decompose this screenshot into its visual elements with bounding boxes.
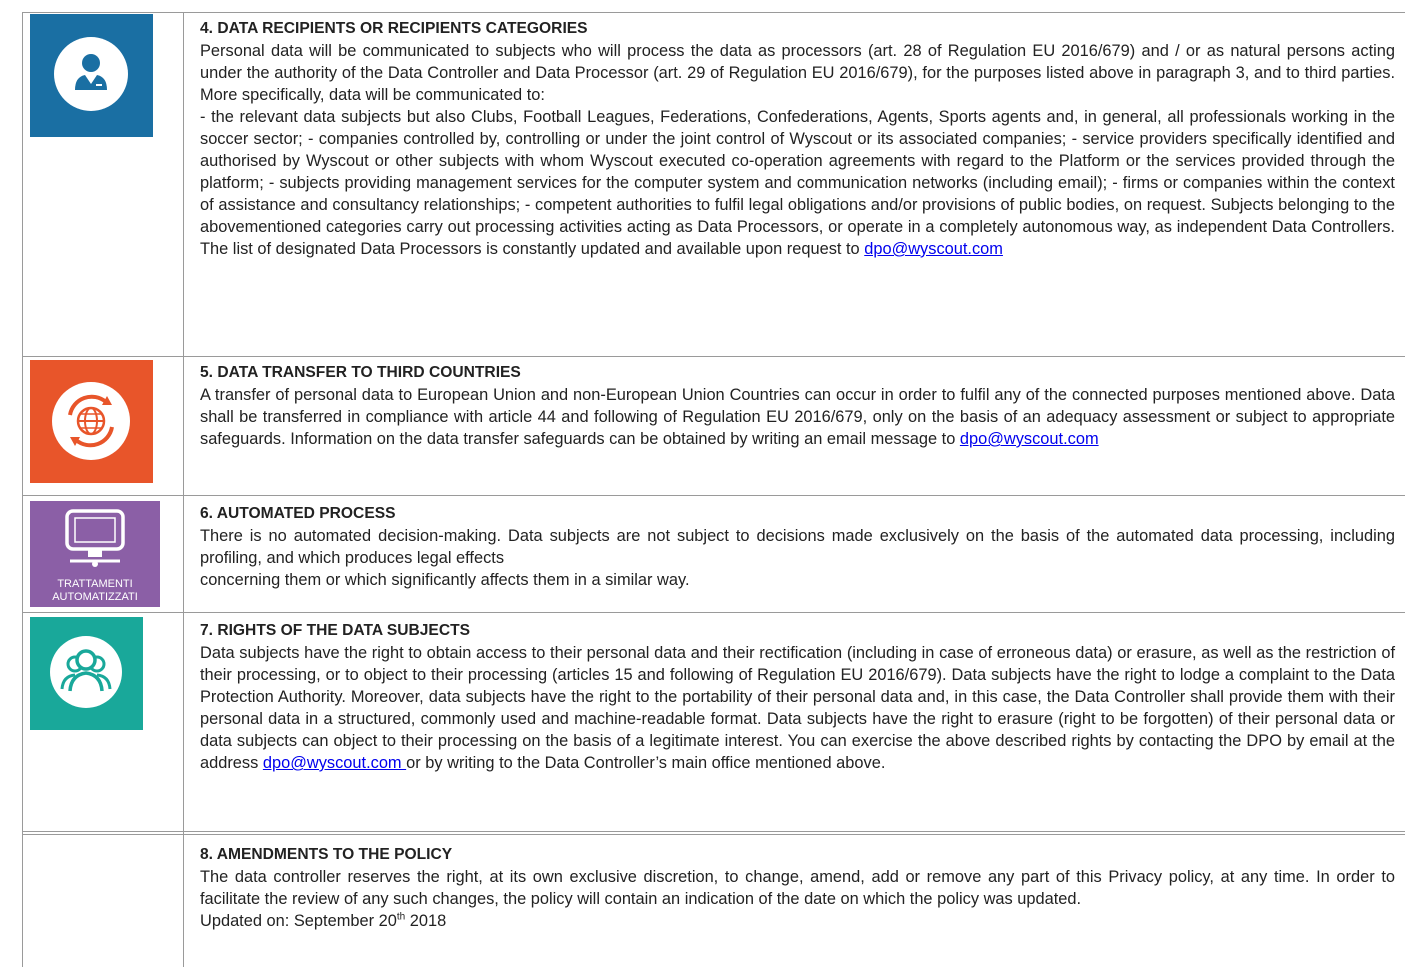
row-divider (22, 834, 1405, 835)
section-paragraph (200, 642, 1395, 774)
row-divider (22, 831, 1405, 832)
row-divider (22, 12, 1405, 13)
section-paragraph (200, 384, 1395, 450)
section-heading: 6. AUTOMATED PROCESS (200, 505, 396, 522)
section-paragraph (200, 106, 1395, 260)
updated-date (200, 910, 1395, 932)
left-border (22, 12, 23, 967)
dpo-email-link[interactable]: dpo@wyscout.com (864, 240, 1003, 258)
globe-transfer-icon (30, 360, 153, 483)
person-icon (30, 14, 153, 137)
icon-label: TRATTAMENTI (57, 578, 133, 590)
row-divider (22, 612, 1405, 613)
updated-date-suffix: th (396, 911, 406, 923)
section-data-transfer (22, 356, 1405, 493)
dpo-email-link[interactable]: dpo@wyscout.com (959, 430, 1099, 448)
section-data-recipients (22, 12, 1405, 355)
section-amendments (22, 834, 1405, 967)
section-paragraph: Personal data will be communicated to subjects who will process the data as processors (art. 28 of Regulation EU 2016/679) and / or as natural persons acting under the authority of the Data Controller and Data Processor (art. 29 of Regulation EU 2016/679), for the purposes listed above in paragraph 3, and to third parties. More specifically, data will be communicated to: (200, 42, 1395, 104)
section-rights (22, 612, 1405, 832)
section-heading: 8. AMENDMENTS TO THE POLICY (200, 846, 453, 863)
row-divider (22, 495, 1405, 496)
users-group-icon (30, 617, 143, 730)
section-text: A transfer of personal data to European Union and non-European Union Countries can occur in order to fulfil any of the connected purposes mentioned above. Data shall be transferred in compliance with article 44 and following of Regulation EU 2016/679, only on the basis of an adequacy assessment or subject to appropriate safeguards. Information on the data transfer safeguards can be obtained by writing an email message to (200, 386, 1395, 448)
computer-monitor-icon (30, 501, 160, 607)
section-text: - the relevant data subjects but also Clubs, Football Leagues, Federations, Confederations, Agents, Sports agents and, in general, all professionals working in the soccer sector; - companies controlled by, controlling or under the joint control of Wyscout or its associated companies; - service providers specifically identified and authorised by Wyscout or other subjects with whom Wyscout executed co-operation agreements with regard to the Platform or the services provided through the platform; - subjects providing management services for the computer system and communication networks (including email); - firms or companies within the context of assistance and consultancy relationships; - competent authorities to fulfil legal obligations and/or provisions of public bodies, on request. Subjects belonging to the abovementioned categories carry out processing activities acting as Data Processors, or operate in a completely autonomous way, as independent Data Controllers. The list of designated Data Processors is constantly updated and available upon request to (200, 108, 1395, 258)
section-paragraph: The data controller reserves the right, at its own exclusive discretion, to change, amend, add or remove any part of this Privacy policy, at any time. In order to facilitate the review of any such changes, the policy will contain an indication of the date on which the policy was updated. (200, 868, 1395, 908)
section-heading: 5. DATA TRANSFER TO THIRD COUNTRIES (200, 364, 521, 381)
updated-date-text: Updated on: September 20 (200, 912, 397, 930)
dpo-email-link[interactable]: dpo@wyscout.com (262, 754, 407, 772)
section-paragraph: There is no automated decision-making. Data subjects are not subject to decisions made exclusively on the basis of the automated data processing, including profiling, and which produces legal effects (200, 527, 1395, 567)
section-paragraph: concerning them or which significantly affects them in a similar way. (200, 571, 690, 589)
section-heading: 4. DATA RECIPIENTS OR RECIPIENTS CATEGORIES (200, 20, 588, 37)
icon-label: AUTOMATIZZATI (52, 591, 138, 603)
updated-date-year: 2018 (405, 912, 447, 930)
section-text: or by writing to the Data Controller’s main office mentioned above. (406, 754, 886, 772)
section-heading: 7. RIGHTS OF THE DATA SUBJECTS (200, 622, 471, 639)
row-divider (22, 356, 1405, 357)
section-text: Data subjects have the right to obtain access to their personal data and their rectification (including in case of erroneous data) or erasure, as well as the restriction of their processing, or to object to their processing (articles 15 and following of Regulation EU 2016/679). Data subjects have the right to lodge a complaint to the Data Protection Authority. Moreover, data subjects have the right to the portability of their personal data and, in this case, the Data Controller shall provide them with their personal data in a structured, commonly used and machine-readable format. Data subjects have the right to erasure (right to be forgotten) of their personal data or data subjects can object to their processing on the basis of a legitimate interest. You can exercise the above described rights by contacting the DPO by email at the address (200, 644, 1395, 772)
section-automated-process (22, 495, 1405, 609)
